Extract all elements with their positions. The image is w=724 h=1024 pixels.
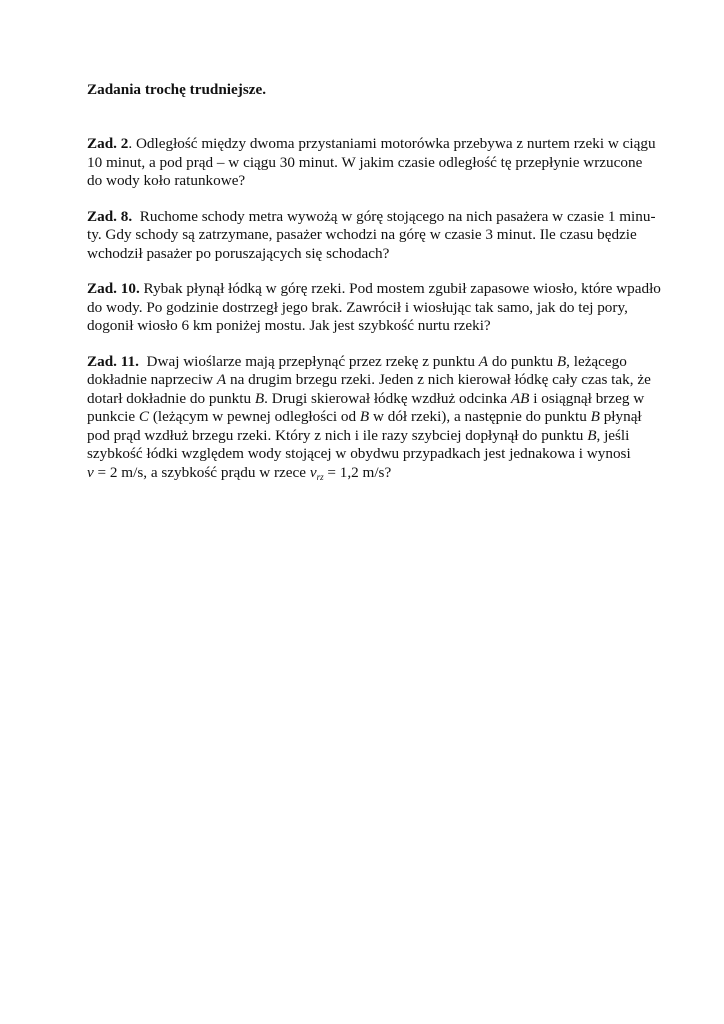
task-label: Zad. 11. <box>87 352 139 370</box>
task-text: do wody. Po godzinie dostrzegł jego brak. Zawrócił i wiosłując tak samo, jak do tej pory, <box>87 298 628 316</box>
subscript-text: rz <box>316 471 324 482</box>
task-block <box>87 135 656 191</box>
task-text: 10 minut, a pod prąd – w ciągu 30 minut. W jakim czasie odległość tę przepłynie wrzucone <box>87 153 643 171</box>
math-symbol: v <box>309 463 317 481</box>
task-label: Zad. 2 <box>87 135 129 152</box>
task-block <box>87 207 656 264</box>
math-symbol: AB <box>510 389 530 407</box>
task-block <box>87 280 661 336</box>
task-list <box>87 135 661 482</box>
math-symbol: B <box>587 426 597 444</box>
task-line <box>87 280 661 299</box>
task-text: (leżącym w pewnej odległości od <box>149 408 360 425</box>
document-heading: Zadania trochę trudniejsze. <box>87 81 267 98</box>
task-line <box>87 245 647 264</box>
task-text: Dwaj wioślarze mają przepłynąć przez rzekę z punktu <box>138 352 479 370</box>
task-text: dogonił wiosło 6 km poniżej mostu. Jak jest szybkość nurtu rzeki? <box>87 317 491 334</box>
task-text: ty. Gdy schody są zatrzymane, pasażer wchodzi na górę w czasie 3 minut. Ile czasu będzie <box>87 226 637 243</box>
task-text: szybkość łódki względem wody stojącej w obydwu przypadkach jest jednakowa i wynosi <box>87 445 631 462</box>
task-text: pod prąd wzdłuż brzegu rzeki. Który z nich i ile razy szybciej dopłynął do punktu <box>87 426 588 444</box>
task-text: Ruchome schody metra wywożą w górę stojącego na nich pasażera w czasie 1 minu- <box>132 207 656 225</box>
math-symbol: B <box>359 408 370 425</box>
task-text: Rybak płynął łódką w górę rzeki. Pod mostem zgubił zapasowe wiosło, które wpadło <box>139 280 661 297</box>
document-page <box>87 80 661 499</box>
task-line <box>87 299 647 318</box>
task-text: = 1,2 m/s? <box>323 463 392 481</box>
task-text: do punktu <box>488 352 557 370</box>
task-text: . Drugi skierował łódkę wzdłuż odcinka <box>264 389 511 407</box>
task-text: dotarł dokładnie do punktu <box>87 389 255 407</box>
task-line <box>87 317 647 336</box>
task-text: na drugim brzegu rzeki. Jeden z nich kierował łódkę cały czas tak, że <box>226 371 651 388</box>
task-line <box>87 390 647 409</box>
task-line <box>87 135 656 154</box>
math-symbol: B <box>590 408 600 425</box>
math-symbol: B <box>556 352 567 370</box>
task-text: . Odległość między dwoma przystaniami motorówka przebywa z nurtem rzeki w ciągu <box>128 135 656 152</box>
math-symbol: A <box>216 371 227 388</box>
task-line <box>87 353 647 372</box>
task-line <box>87 408 647 427</box>
task-line <box>87 445 647 464</box>
math-symbol: C <box>138 408 150 425</box>
task-label: Zad. 10. <box>87 280 140 297</box>
math-symbol: B <box>254 389 265 407</box>
task-text: , jeśli <box>596 426 630 444</box>
task-text: do wody koło ratunkowe? <box>87 172 246 189</box>
task-line <box>87 371 651 390</box>
task-text: , leżącego <box>566 352 627 370</box>
task-text: wchodził pasażer po poruszających się schodach? <box>87 244 390 262</box>
task-line <box>87 427 647 446</box>
task-line <box>87 226 647 245</box>
task-line <box>87 207 656 227</box>
task-line <box>87 172 647 191</box>
task-text: dokładnie naprzeciw <box>87 371 217 388</box>
math-symbol: v <box>87 463 94 481</box>
task-text: = 2 m/s, a szybkość prądu w rzece <box>93 463 310 481</box>
task-text: płynął <box>599 408 642 425</box>
task-line <box>87 154 647 173</box>
task-label: Zad. 8. <box>87 207 133 225</box>
math-symbol: A <box>478 352 489 370</box>
task-text: punkcie <box>87 408 139 425</box>
task-block <box>87 352 651 483</box>
task-text: i osiągnął brzeg w <box>529 389 645 407</box>
subscript <box>317 472 324 482</box>
task-text: w dół rzeki), a następnie do punktu <box>369 408 591 425</box>
task-line <box>87 464 647 483</box>
